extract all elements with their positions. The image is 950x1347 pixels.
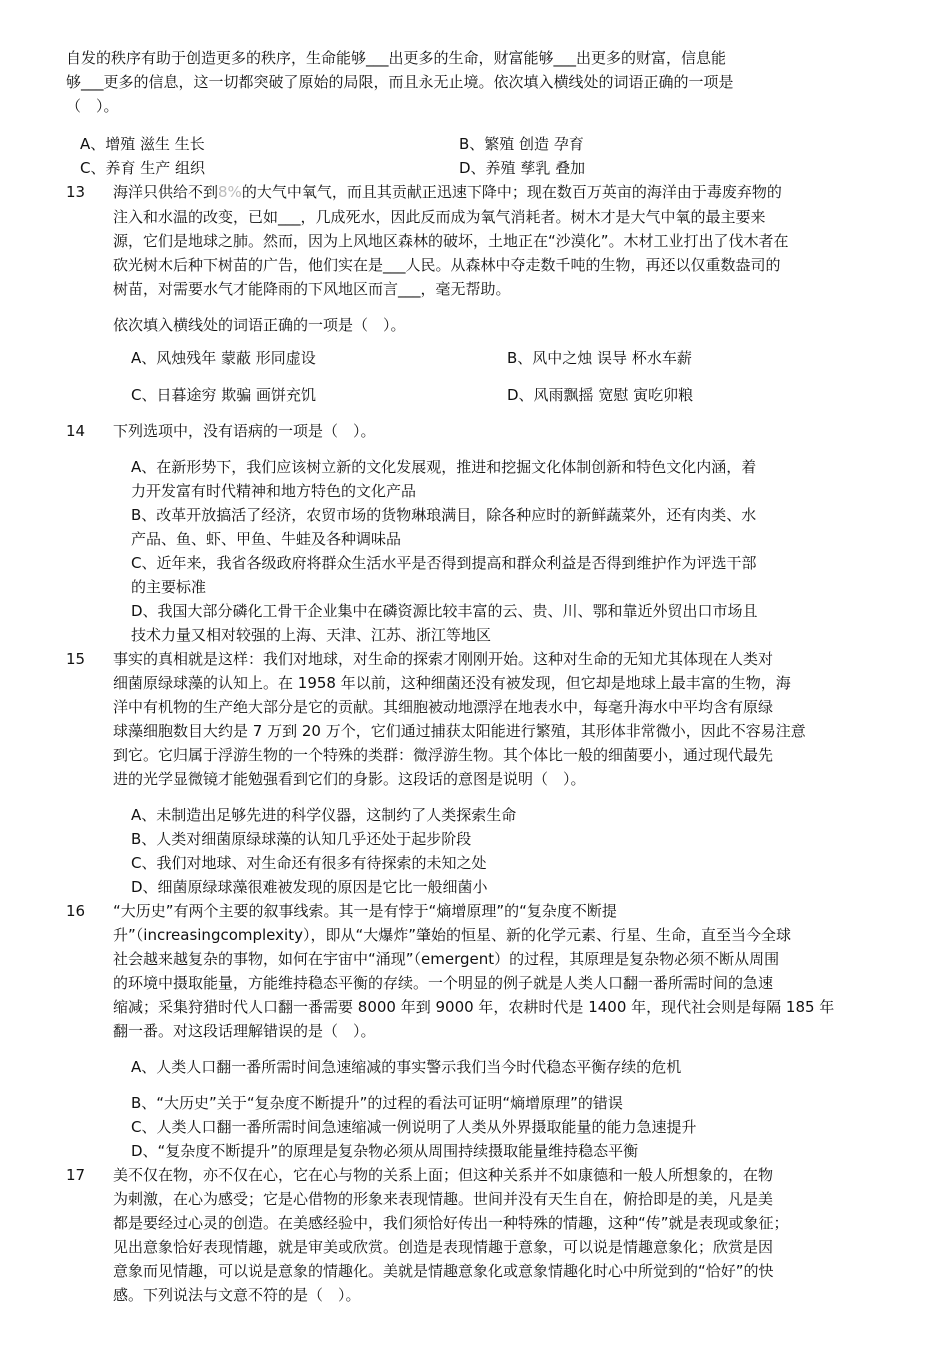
q17-line-6: 感。下列说法与文意不符的是（ ）。 bbox=[113, 1286, 361, 1304]
q14-option-b-line-1: B、改革开放搞活了经济，农贸市场的货物琳琅满目，除各种应时的新鲜蔬菜外，还有肉类、水 bbox=[131, 506, 757, 524]
q16-line-2: 升”（increasingcomplexity），即从“大爆炸”肇始的恒星、新的化学元素、行星、生命，直至当今全球 bbox=[113, 926, 791, 944]
q13-faint-percent: 8% bbox=[218, 183, 242, 201]
q14-option-a-line-1: A、在新形势下，我们应该树立新的文化发展观，推进和挖掘文化体制创新和特色文化内涵，着 bbox=[131, 458, 757, 476]
q13-number: 13 bbox=[66, 183, 86, 201]
q12-line-1: 自发的秩序有助于创造更多的秩序，生命能够___出更多的生命，财富能够___出更多的财富，信息能 bbox=[66, 49, 727, 67]
q15-number: 15 bbox=[66, 650, 86, 668]
q14-option-d-line-1: D、我国大部分磷化工骨干企业集中在磷资源比较丰富的云、贵、川、鄂和靠近外贸出口市场且 bbox=[131, 602, 758, 620]
q13-line-5: 树苗，对需要水气才能降雨的下风地区而言___，毫无帮助。 bbox=[113, 280, 511, 298]
q13-line-1-pre: 海洋只供给不到 bbox=[113, 183, 219, 201]
q12-option-a: A、增殖 滋生 生长 bbox=[80, 135, 205, 153]
q14-option-c-line-1: C、近年来，我省各级政府将群众生活水平是否得到提高和群众利益是否得到维护作为评选干部 bbox=[131, 554, 757, 572]
q13-prompt: 依次填入横线处的词语正确的一项是（ ）。 bbox=[113, 316, 406, 334]
q15-line-1: 事实的真相就是这样：我们对地球，对生命的探索才刚刚开始。这种对生命的无知尤其体现在人类对 bbox=[113, 650, 774, 668]
q16-number: 16 bbox=[66, 902, 86, 920]
q13-option-c: C、日暮途穷 欺骗 画饼充饥 bbox=[131, 386, 317, 404]
q16-line-5: 缩减；采集狩猎时代人口翻一番需要 8000 年到 9000 年，农耕时代是 1400 年，现代社会则是每隔 185 年 bbox=[113, 998, 835, 1016]
q15-line-3: 洋中有机物的生产绝大部分是它的贡献。其细胞被动地漂浮在地表水中，每毫升海水中平均含有原绿 bbox=[113, 698, 774, 716]
q17-line-1: 美不仅在物，亦不仅在心，它在心与物的关系上面；但这种关系并不如康德和一般人所想象的，在物 bbox=[113, 1166, 774, 1184]
q14-option-c-line-2: 的主要标准 bbox=[131, 578, 207, 596]
q13-option-a: A、风烛残年 蒙蔽 形同虚设 bbox=[131, 349, 316, 367]
q17-line-5: 意象而见情趣，可以说是意象的情趣化。美就是情趣意象化或意象情趣化时心中所觉到的“恰好”的快 bbox=[113, 1262, 774, 1280]
q15-option-a: A、未制造出足够先进的科学仪器，这制约了人类探索生命 bbox=[131, 806, 517, 824]
q15-option-d: D、细菌原绿球藻很难被发现的原因是它比一般细菌小 bbox=[131, 878, 488, 896]
q14-option-a-line-2: 力开发富有时代精神和地方特色的文化产品 bbox=[131, 482, 417, 500]
q14-option-d-line-2: 技术力量又相对较强的上海、天津、江苏、浙江等地区 bbox=[131, 626, 492, 644]
q15-line-6: 进的光学显微镜才能勉强看到它们的身影。这段话的意图是说明（ ）。 bbox=[113, 770, 586, 788]
q14-prompt: 下列选项中，没有语病的一项是（ ）。 bbox=[113, 422, 376, 440]
q16-option-b: B、“大历史”关于“复杂度不断提升”的过程的看法可证明“熵增原理”的错误 bbox=[131, 1094, 623, 1112]
q16-option-d: D、“复杂度不断提升”的原理是复杂物必须从周围持续摄取能量维持稳态平衡 bbox=[131, 1142, 639, 1160]
q12-option-d: D、养殖 孳乳 叠加 bbox=[459, 159, 586, 177]
q17-number: 17 bbox=[66, 1166, 86, 1184]
q16-line-1: “大历史”有两个主要的叙事线索。其一是有悖于“熵增原理”的“复杂度不断提 bbox=[113, 902, 617, 920]
q15-option-b: B、人类对细菌原绿球藻的认知几乎还处于起步阶段 bbox=[131, 830, 472, 848]
q14-option-b-line-2: 产品、鱼、虾、甲鱼、牛蛙及各种调味品 bbox=[131, 530, 402, 548]
q13-line-3: 源，它们是地球之肺。然而，因为上风地区森林的破坏，土地正在“沙漠化”。木材工业打出了伐木者在 bbox=[113, 232, 789, 250]
q14-number: 14 bbox=[66, 422, 86, 440]
q13-line-4: 砍光树木后种下树苗的广告，他们实在是___人民。从森林中夺走数千吨的生物，再还以仅重数盎司的 bbox=[113, 256, 781, 274]
q16-line-3: 社会越来越复杂的事物，如何在宇宙中“涌现”（emergent）的过程，其原理是复杂物必须不断从周围 bbox=[113, 950, 780, 968]
q13-line-1-post: 的大气中氧气，而且其贡献正迅速下降中；现在数百万英亩的海洋由于毒废弃物的 bbox=[241, 183, 782, 201]
q12-option-b: B、繁殖 创造 孕育 bbox=[459, 135, 584, 153]
q12-line-3: （ ）。 bbox=[66, 97, 119, 115]
q17-line-2: 为刺激，在心为感受；它是心借物的形象来表现情趣。世间并没有天生自在，俯拾即是的美，凡是美 bbox=[113, 1190, 774, 1208]
q16-line-6: 翻一番。对这段话理解错误的是（ ）。 bbox=[113, 1022, 376, 1040]
q15-line-4: 球藻细胞数目大约是 7 万到 20 万个，它们通过捕获太阳能进行繁殖，其形体非常微小，因此不容易注意 bbox=[113, 722, 806, 740]
q16-line-4: 的环境中摄取能量，方能维持稳态平衡的存续。一个明显的例子就是人类人口翻一番所需时间的急速 bbox=[113, 974, 774, 992]
q13-line-1 bbox=[113, 180, 782, 204]
q13-line-2: 注入和水温的改变，已如___，几成死水，因此反而成为氧气消耗者。树木才是大气中氧的最主要来 bbox=[113, 208, 766, 226]
q17-line-3: 都是要经过心灵的创造。在美感经验中，我们须恰好传出一种特殊的情趣，这种“传”就是表现或象征； bbox=[113, 1214, 789, 1232]
q15-option-c: C、我们对地球、对生命还有很多有待探索的未知之处 bbox=[131, 854, 487, 872]
q13-option-b: B、风中之烛 误导 杯水车薪 bbox=[507, 349, 692, 367]
q15-line-5: 到它。它归属于浮游生物的一个特殊的类群：微浮游生物。其个体比一般的细菌要小，通过现代最先 bbox=[113, 746, 774, 764]
q16-option-c: C、人类人口翻一番所需时间急速缩减一例说明了人类从外界摄取能量的能力急速提升 bbox=[131, 1118, 697, 1136]
q15-line-2: 细菌原绿球藻的认知上。在 1958 年以前，这种细菌还没有被发现，但它却是地球上最丰富的生物，海 bbox=[113, 674, 791, 692]
q12-line-2: 够___更多的信息，这一切都突破了原始的局限，而且永无止境。依次填入横线处的词语正确的一项是 bbox=[66, 73, 734, 91]
q17-line-4: 见出意象恰好表现情趣，就是审美或欣赏。创造是表现情趣于意象，可以说是情趣意象化；欣赏是因 bbox=[113, 1238, 774, 1256]
q16-option-a: A、人类人口翻一番所需时间急速缩减的事实警示我们当今时代稳态平衡存续的危机 bbox=[131, 1058, 682, 1076]
q12-option-c: C、养育 生产 组织 bbox=[80, 159, 206, 177]
q13-option-d: D、风雨飘摇 宽慰 寅吃卯粮 bbox=[507, 386, 694, 404]
